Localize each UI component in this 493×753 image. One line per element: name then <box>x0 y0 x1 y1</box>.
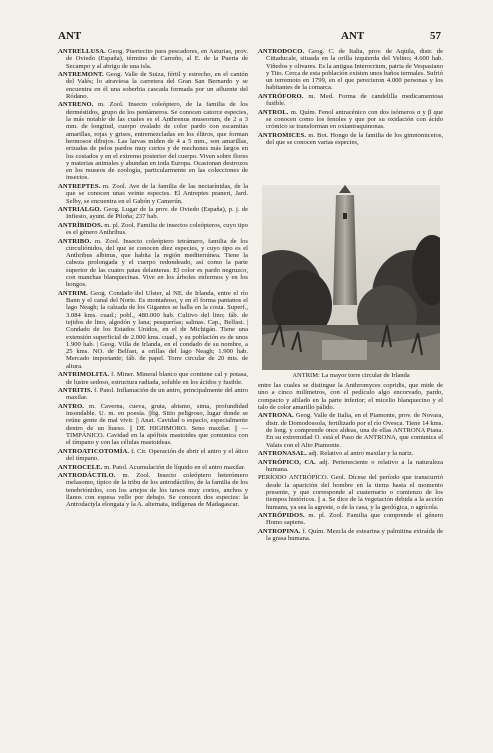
entry-definition: m. Quím. Fenol antracénico con dos isómeros α y β que se conocen como los fenoles y que por su oxidación con ácido crómico se transforman en oxiantraquinonas. <box>266 108 443 131</box>
entry-definition: m. Zool. Insecto coleóptero, de la familia de los derméstidos, grupo de los pentámeros. Se conocen catorce especies, la más notable de las cuales es el Anthrenus museorum, de 2 a 3 mm. de longitud, cuerpo ovalado de color pardo con escamitas amarillas, rojas y grises, entremezcladas en los élitros, que forman hermosos dibujos. Las larvas miden de 4 a 5 mm., son amarillas, erizadas de pelos pardos muy cortos y de mechones más largos en los costados y en el extremo posterior del cuerpo. Viven sobre flores y materias animales y abundan en toda Europa. Ocasionan destrozos en los museos de zoología, particularmente en las colecciones de insectos. <box>66 101 248 182</box>
dictionary-entry <box>58 448 248 463</box>
entry-definition: f. Miner. Mineral blanco que contiene cal y potasa, de lustre sedoso, estructura radiada, soluble en los ácidos y fusible. <box>66 371 248 386</box>
entry-definition: f. Patol. Inflamación de un antro, principalmente del antro maxilar. <box>66 387 248 402</box>
dictionary-entry <box>258 109 443 131</box>
entry-headword: ANTRÓFORO. <box>258 92 304 100</box>
entry-headword: ANTREPTES. <box>58 182 101 190</box>
dictionary-entry <box>58 290 248 370</box>
header-right-guide: ANT <box>341 30 365 42</box>
dictionary-entry <box>258 93 443 108</box>
left-column <box>58 48 248 510</box>
dictionary-entry <box>58 48 248 70</box>
dictionary-entry <box>58 464 248 471</box>
entry-definition: adj. Relativo al antro maxilar y la nariz. <box>308 450 414 458</box>
entry-definition: adj. Perteneciente o relativo a la naturaleza humana. <box>266 458 443 473</box>
entry-headword: ANTRODOCO. <box>258 48 305 55</box>
entry-headword: ANTRITIS. <box>58 387 93 395</box>
entry-headword: ANTRIM. <box>58 289 88 297</box>
dictionary-entry <box>58 222 248 237</box>
header-left-guide: ANT <box>58 30 82 42</box>
entry-headword: ANTRIBO. <box>58 237 92 245</box>
dictionary-entry <box>258 474 443 510</box>
entry-definition: m. Zool. Insecto coleóptero tetrámero, familia de los curculiónidos, del que se conocen diez especies, y cuyo tipo es el Anthribus albinus, que habita la región mediterránea. Tiene la cabeza prolongada y el cuerpo redondeado, así como la parte superior de las cuatro patas delanteras. El color es pardo negruzco, con manchas blanquecinas. Vive en los árboles enfermos y en los hongos. <box>66 237 248 289</box>
dictionary-entry <box>58 371 248 386</box>
running-header <box>58 30 441 44</box>
page-number: 57 <box>430 30 441 42</box>
right-column-top <box>258 48 443 148</box>
entry-headword: ANTROL. <box>258 108 289 116</box>
dictionary-entry <box>58 183 248 205</box>
entry-headword: ANTRIMOLITA. <box>58 371 110 379</box>
entry-definition: m. pl. Zool. Familia de insectos coleópteros, cuyo tipo es el género Anthribus. <box>66 221 248 237</box>
dictionary-entry <box>258 512 443 527</box>
entry-definition: m. Zool. Insecto coleóptero heterómero melasomo, típico de la tribu de los antrodáctilos, de la familia de los tenebriónidos, con los artejos de los tarsos muy cortos, anchos y llanos con espesa vello por debajo. Se conocen dos especies: la Antrodactyla elongata y la A. alternata, indígenas de Madagascar. <box>66 472 248 509</box>
entry-headword: ANTROPINA. <box>258 527 301 535</box>
entry-definition: PERÍODO ANTRÓPICO. Geol. Dícese del período que transcurrió desde la aparición del hombre en la tierra hasta el momento presente, y que corresponde al cuaternario o comienzo de los tiempos históricos. || a. Se dice de la vegetación debida a la acción humana, ya sea la agreste, o de la casa, y la geológica, o agrícola. <box>258 474 443 511</box>
dictionary-entry <box>58 206 248 221</box>
photo-caption: ANTRIM: La mayor torre circular de Irlanda <box>292 372 410 379</box>
dictionary-entry <box>58 403 248 447</box>
entry-headword: ANTRIALGO. <box>58 205 102 213</box>
entry-definition: f. Cir. Operación de abrir el antro y el ático del tímpano. <box>66 447 248 463</box>
entry-headword: ANTRELLUSA. <box>58 48 106 55</box>
dictionary-entry <box>258 412 443 448</box>
entry-headword: ANTRÓPIDOS. <box>258 511 305 519</box>
entry-headword: ANTRENO. <box>58 101 94 109</box>
entry-definition: m. Zool. Ave de la familia de las nectarínidas, de la que se conocen unas veinte especies. El Antreptes praneri, Jard. Selby, se encuentra en el Gabón y Camerún. <box>66 182 249 205</box>
entry-definition: m. Patol. Acumulación de líquido en el antro maxilar. <box>104 463 246 471</box>
entry-headword: ANTROCELE. <box>58 463 103 471</box>
entry-definition: m. pl. Zool. Familia que comprende el género Homo sapiens. <box>266 511 443 527</box>
entry-definition: Geog. Condado del Ulster, al NE. de Irlanda, entre el río Bann y el canal del Norte. Es montañoso, y en él forma pantanos el lago Neagh; la calzada de los Gigantes se halla en la costa. Superf., 3.084 kms. cuad.; pobl., 480.000 hab. Cultivo del lino; fáb. de tejidos de lino, algodón y lana; pesquerías; salinas. Cap., Belfast. | Condado de los Estados Unidos, en el de Michigán. Tiene una extensión superficial de 2.000 kms. cuad., y su población es de unos 1.900 hab. | Geog. Villa de Irlanda, en el condado de su nombre, a 25 kms. NO. de Belfast, a orillas del lago Neagh; 1.900 hab. Mercado importante; fáb. de papel. Torre circular de 20 mts. de altura. <box>66 289 249 370</box>
entry-headword: ANTROATICOTOMÍA. <box>58 447 130 455</box>
dictionary-entry <box>258 528 443 543</box>
dictionary-entry <box>58 472 248 508</box>
entry-headword: ANTROMICES. <box>258 131 307 139</box>
entry-definition: m. Med. Forma de candelilla medicamentosa fusible. <box>266 92 443 108</box>
entry-headword: ANTREMONT. <box>58 71 104 79</box>
entry-definition: m. Bot. Hongo de la familia de los gimnomicetos, del que se conocen varias especies, <box>266 131 443 147</box>
entry-definition: Geog. Valle de Italia, en el Piamonte, prov. de Novara, distr. de Domodossola, fertilizado por el río Ovesca. Tiene 14 kms. de long. y comprende once aldeas, una de ellas ANTRONA Piana. En su extremidad O. está el Paso de ANTRONA, que comunica el Valais con el Alto Piamonte. <box>266 412 443 449</box>
entry-definition: f. Quím. Mezcla de estearina y palmitina extraída de la grasa humana. <box>266 527 443 543</box>
entry-definition: Geog. Puertecito para pescadores, en Asturias, prov. de Oviedo (España), término de Carreño, al E. de la Puerta de Secampo y al abrigo de una isla. <box>66 48 249 70</box>
entry-headword: ANTRÓPICO, CA. <box>258 458 316 466</box>
antromices-continuation: entre las cuales se distingue la Anthromyces copridis, que mide de uno a cinco milímetros, con el pedículo algo encorvado, pardo, compacto y afilado en la parte inferior; el micelio blanquecino y el talo de color amarillo pálido. <box>258 382 443 411</box>
dictionary-entry <box>258 132 443 147</box>
entry-definition: Geog. C. de Italia, prov. de Aquila, distr. de Cittaducale, situada en la orilla izquierda del Velino; 4.600 hab. Viñedos y olivares. Es la antigua Interocrium, patria de Vespasiano y Tito. Cerca de esta población existen unos baños termales. Sufrió un terremoto en 1799, en el que perecieron 4.000 personas y los habitantes de la comarca. <box>266 48 443 92</box>
right-column-bottom <box>258 382 443 544</box>
dictionary-entry <box>258 450 443 457</box>
entry-headword: ANTRONASAL. <box>258 450 307 458</box>
dictionary-entry <box>58 387 248 402</box>
entry-headword: ANTRONA. <box>258 412 294 420</box>
entry-definition: Geog. Lugar de la prov. de Oviedo (España), p. j. de Infiesto, ayunt. de Piloña; 237 hab. <box>66 205 249 221</box>
dictionary-entry <box>58 238 248 289</box>
entry-definition: Geog. Valle de Suiza, fértil y estrecho, en el cantón del Valés; lo atraviesa la carretera del Gran San Bernardo y se encuentra en él una soberbia cascada formada por un afluente del Ródano. <box>66 71 248 100</box>
entry-definition: m. Caverna, cueva, gruta, abismo, sima, profundidad insondable. U. m. en poesía. ||fig. Sitio peligroso, lugar donde se reúne gente de mal vivir. || Anat. Cavidad o espacio, especialmente dentro de un hueso. || DE HIGHMORO. Seno maxilar. || — TIMPÁNICO. Cavidad en la apófisis mastoides que comunica con el tímpano y con las células mastoideas. <box>66 402 248 447</box>
antrim-tower-photo <box>262 185 440 370</box>
dictionary-entry <box>58 101 248 181</box>
dictionary-entry <box>258 459 443 474</box>
entry-headword: ANTRODÁCTILO. <box>58 472 116 480</box>
dictionary-entry <box>258 48 443 92</box>
entry-headword: ANTRO. <box>58 402 85 410</box>
dictionary-entry <box>58 71 248 100</box>
entry-headword: ANTRÍBIDOS. <box>58 221 103 229</box>
